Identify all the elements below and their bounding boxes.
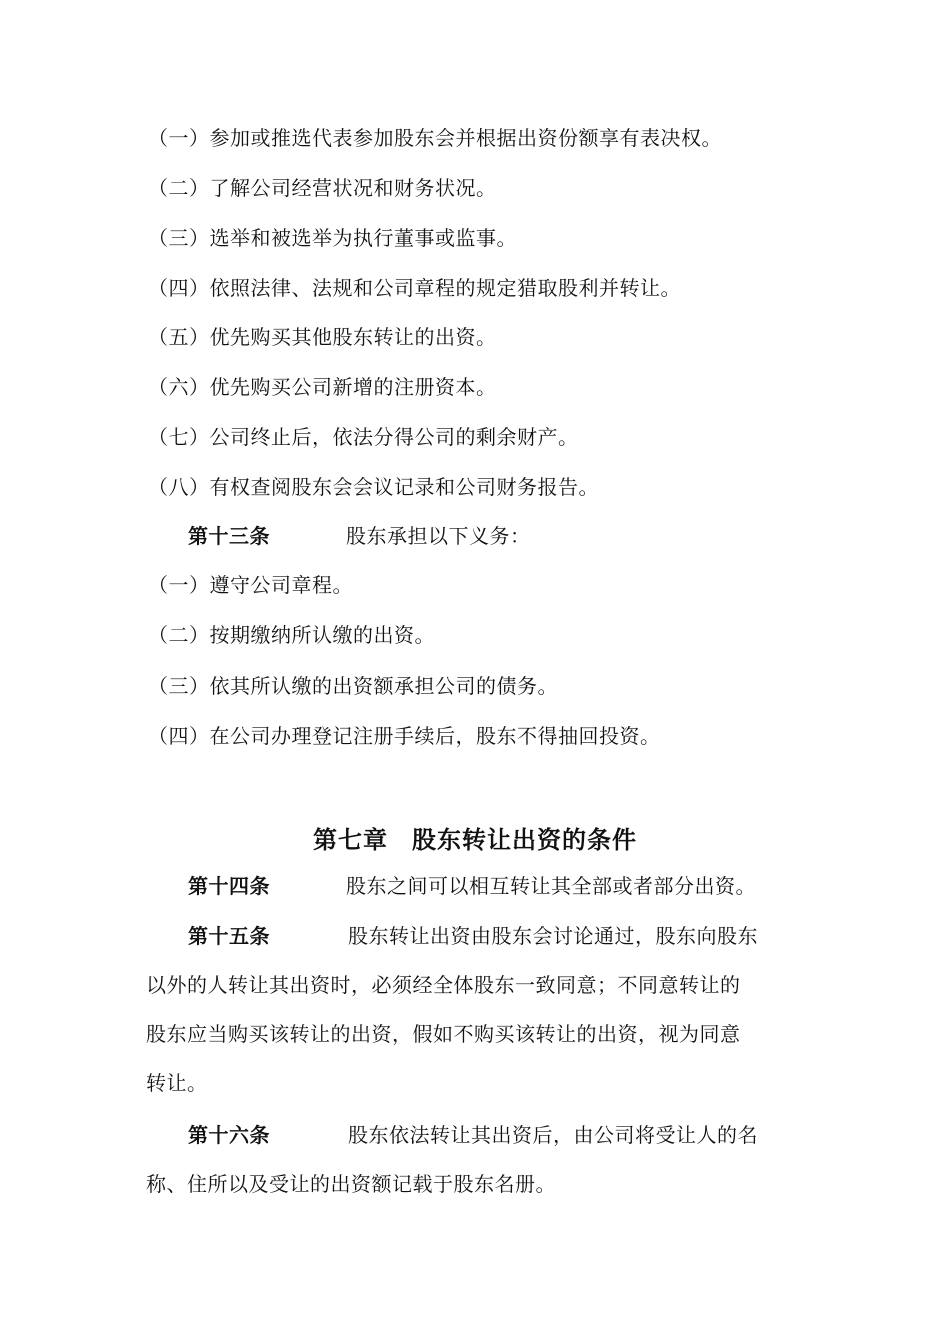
article-15-line-1: 股东转让出资由股东会讨论通过，股东向股东 <box>348 924 758 948</box>
article-15-label: 第十五条 <box>188 924 270 948</box>
rights-item-6: （六）优先购买公司新增的注册资本。 <box>148 375 497 399</box>
rights-item-4: （四）依照法律、法规和公司章程的规定猎取股利并转让。 <box>148 276 681 300</box>
duty-item-4: （四）在公司办理登记注册手续后，股东不得抽回投资。 <box>148 724 661 748</box>
chapter-number: 第七章 <box>313 826 388 854</box>
article-15-line-2: 以外的人转让其出资时，必须经全体股东一致同意；不同意转让的 <box>146 973 741 997</box>
rights-item-7: （七）公司终止后，依法分得公司的剩余财产。 <box>148 425 579 449</box>
duty-item-3: （三）依其所认缴的出资额承担公司的债务。 <box>148 674 558 698</box>
rights-item-5: （五）优先购买其他股东转让的出资。 <box>148 325 497 349</box>
rights-item-8: （八）有权查阅股东会会议记录和公司财务报告。 <box>148 475 599 499</box>
article-15 <box>188 923 758 949</box>
article-16-label: 第十六条 <box>188 1123 270 1147</box>
article-16-line-2: 称、住所以及受让的出资额记载于股东名册。 <box>146 1172 556 1196</box>
article-15-line-4: 转让。 <box>146 1071 208 1095</box>
article-16 <box>188 1122 758 1148</box>
article-16-line-1: 股东依法转让其出资后，由公司将受让人的名 <box>348 1123 758 1147</box>
duty-item-2: （二）按期缴纳所认缴的出资。 <box>148 623 435 647</box>
article-13-text: 股东承担以下义务： <box>346 524 531 548</box>
rights-item-2: （二）了解公司经营状况和财务状况。 <box>148 176 497 200</box>
duty-item-1: （一）遵守公司章程。 <box>148 573 353 597</box>
article-13 <box>188 523 531 549</box>
rights-item-1: （一）参加或推选代表参加股东会并根据出资份额享有表决权。 <box>148 126 722 150</box>
chapter-title: 股东转让出资的条件 <box>412 826 637 854</box>
chapter-heading <box>0 820 950 855</box>
article-13-label: 第十三条 <box>188 524 270 548</box>
rights-item-3: （三）选举和被选举为执行董事或监事。 <box>148 226 517 250</box>
article-14 <box>188 873 756 899</box>
article-14-label: 第十四条 <box>188 874 270 898</box>
article-15-line-3: 股东应当购买该转让的出资，假如不购买该转让的出资，视为同意 <box>146 1022 741 1046</box>
article-14-text: 股东之间可以相互转让其全部或者部分出资。 <box>346 874 756 898</box>
